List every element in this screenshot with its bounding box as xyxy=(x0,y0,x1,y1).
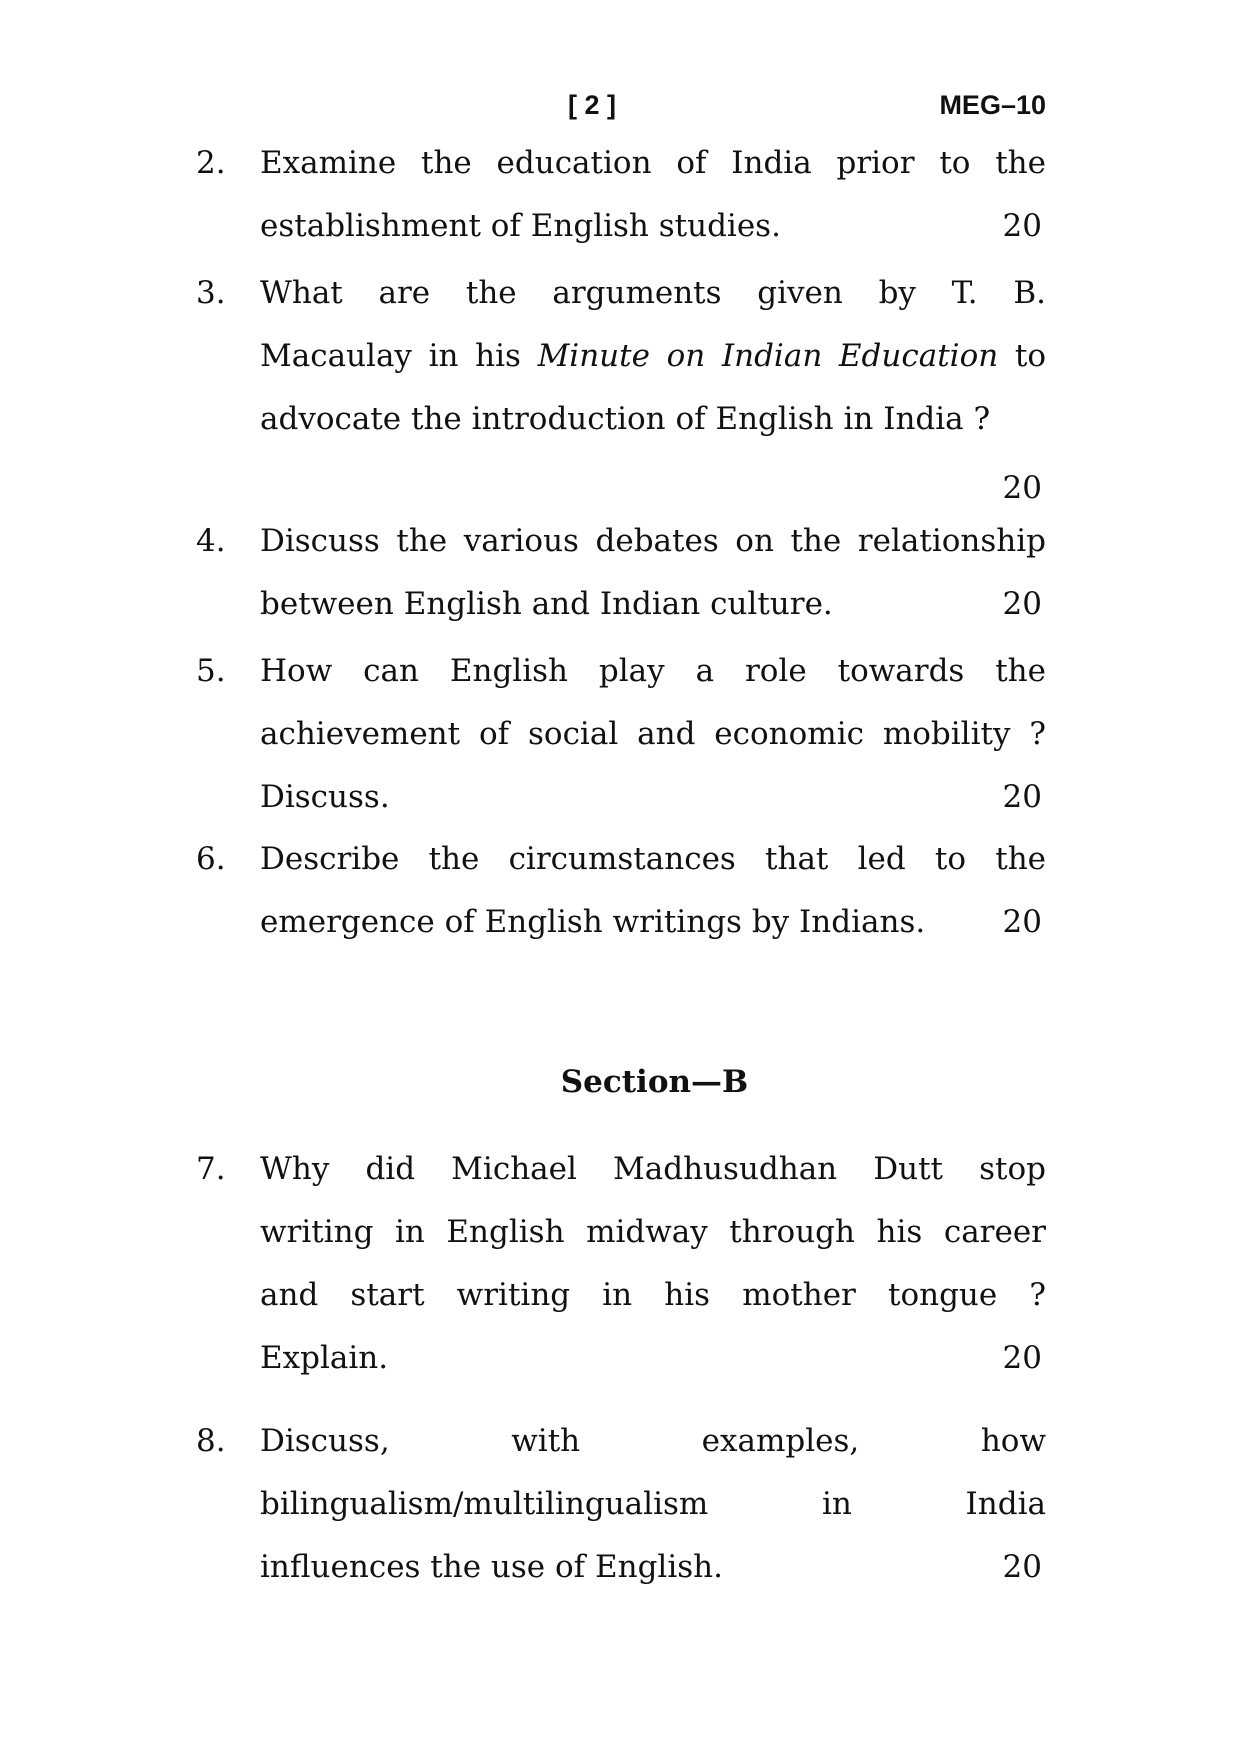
page-number: [ 2 ] xyxy=(568,90,617,120)
question-2 xyxy=(196,132,1046,258)
marks: 20 xyxy=(1002,208,1042,244)
marks: 20 xyxy=(1002,904,1042,940)
book-title: Minute on Indian Education xyxy=(537,338,999,374)
question-number: 3. xyxy=(196,275,226,311)
question-text-line: Discuss. 20 xyxy=(260,766,1046,829)
question-text-line: between English and Indian culture. 20 xyxy=(260,573,1046,636)
question-text-line: achievement of social and economic mobility ? xyxy=(260,716,1046,752)
marks: 20 xyxy=(1002,779,1042,815)
question-text-line: Macaulay in his Minute on Indian Education to xyxy=(260,338,1046,374)
question-6 xyxy=(196,828,1046,954)
question-number: 7. xyxy=(196,1151,226,1187)
marks: 20 xyxy=(1002,1340,1042,1376)
question-text-line: Discuss the various debates on the relationship xyxy=(260,523,1046,559)
question-text-line: establishment of English studies. 20 xyxy=(260,195,1046,258)
question-number: 8. xyxy=(196,1423,226,1459)
question-text-line: How can English play a role towards the xyxy=(260,653,1046,689)
question-number: 4. xyxy=(196,523,226,559)
question-number: 5. xyxy=(196,653,226,689)
question-7 xyxy=(196,1138,1046,1390)
question-5 xyxy=(196,640,1046,829)
question-text-line: Explain. 20 xyxy=(260,1327,1046,1390)
section-heading: Section—B xyxy=(560,1064,749,1100)
question-text-line: Why did Michael Madhusudhan Dutt stop xyxy=(260,1151,1046,1187)
page-header xyxy=(0,84,1241,124)
question-text-line: Discuss, with examples, how xyxy=(260,1423,1046,1459)
question-8 xyxy=(196,1410,1046,1599)
question-text-line: What are the arguments given by T. B. xyxy=(260,275,1046,311)
question-number: 2. xyxy=(196,145,226,181)
question-4 xyxy=(196,510,1046,636)
question-text-line: advocate the introduction of English in India ? xyxy=(260,401,991,437)
question-text-line: writing in English midway through his career xyxy=(260,1214,1046,1250)
question-text-line: emergence of English writings by Indians. 20 xyxy=(260,891,1046,954)
question-3 xyxy=(196,262,1046,520)
question-text-line: Describe the circumstances that led to the xyxy=(260,841,1046,877)
question-text-line: influences the use of English. 20 xyxy=(260,1536,1046,1599)
course-code: MEG–10 xyxy=(939,90,1046,120)
question-text-line: bilingualism/multilingualism in India xyxy=(260,1486,1046,1522)
question-number: 6. xyxy=(196,841,226,877)
marks: 20 xyxy=(1002,1549,1042,1585)
marks: 20 xyxy=(1002,470,1042,506)
question-text-line: Examine the education of India prior to the xyxy=(260,145,1046,181)
marks: 20 xyxy=(1002,586,1042,622)
question-text-line: and start writing in his mother tongue ? xyxy=(260,1277,1046,1313)
